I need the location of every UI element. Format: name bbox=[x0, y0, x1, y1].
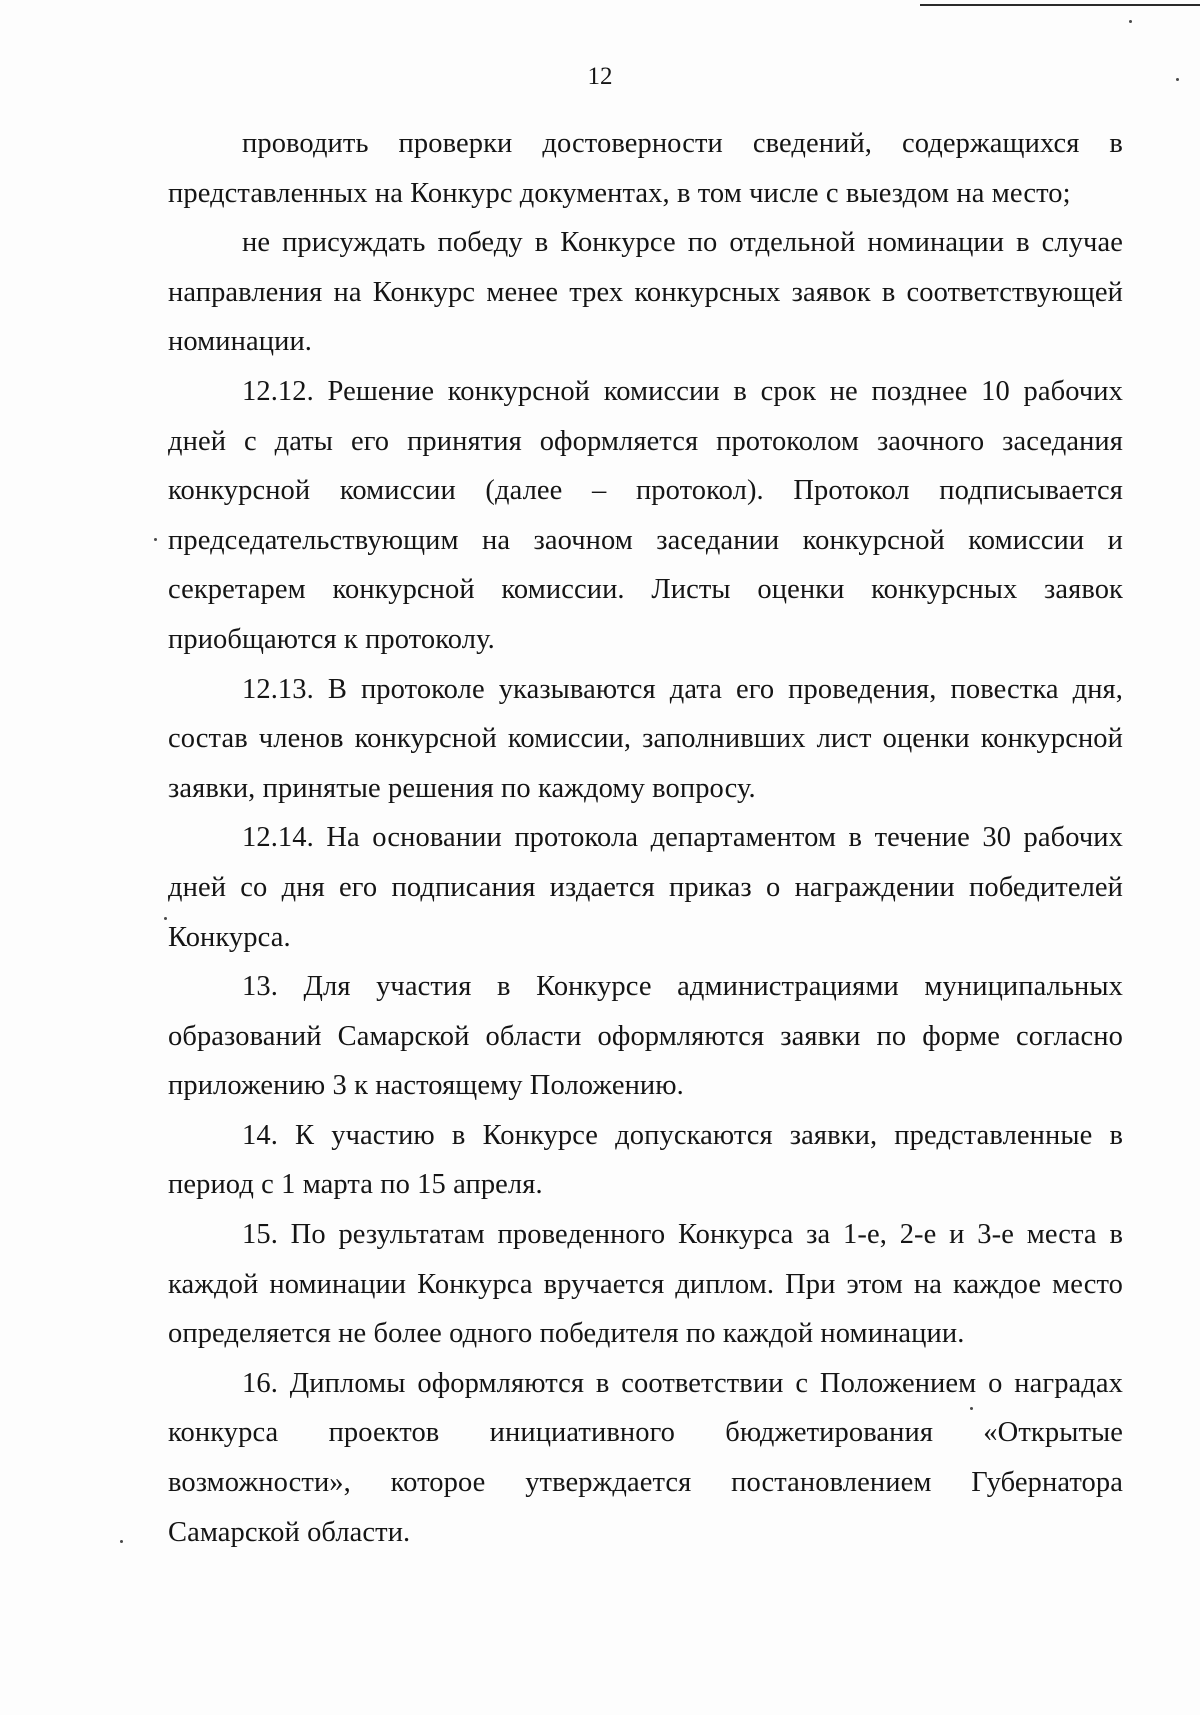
page-number: 12 bbox=[587, 63, 613, 90]
paragraph-12-14: 12.14. На основании протокола департаментом в течение 30 рабочих дней со дня его подписания издается приказ о награждении победителей Конкурса. bbox=[168, 822, 1123, 953]
scan-speck bbox=[154, 538, 157, 541]
scan-speck bbox=[164, 917, 167, 920]
paragraph-12-12: 12.12. Решение конкурсной комиссии в срок не позднее 10 рабочих дней с даты его принятия оформляется протоколом заочного заседания конкурсной комиссии (далее – протокол). Протокол подписывается председательствующим на заочном заседании конкурсной комиссии и секретарем конкурсной комиссии. Листы оценки конкурсных заявок приобщаются к протоколу. bbox=[168, 375, 1123, 655]
scan-edge-line bbox=[920, 4, 1200, 6]
paragraph-verification-rights: проводить проверки достоверности сведений, содержащихся в представленных на Конкурс документах, в том числе с выездом на место; bbox=[168, 128, 1123, 209]
paragraph-13: 13. Для участия в Конкурсе администрациями муниципальных образований Самарской области оформляются заявки по форме согласно приложению 3 к настоящему Положению. bbox=[168, 971, 1123, 1102]
paragraph-15: 15. По результатам проведенного Конкурса за 1-е, 2-е и 3-е места в каждой номинации Конкурса вручается диплом. При этом на каждое место определяется не более одного победителя по каждой номинации. bbox=[168, 1219, 1123, 1350]
scan-speck bbox=[1176, 78, 1179, 81]
paragraph-no-award-rule: не присуждать победу в Конкурсе по отдельной номинации в случае направления на Конкурс менее трех конкурсных заявок в соответствующей номинации. bbox=[168, 227, 1123, 358]
scan-speck bbox=[970, 1407, 973, 1410]
document-body bbox=[168, 119, 1123, 1557]
scan-speck bbox=[1129, 20, 1132, 23]
paragraph-16: 16. Дипломы оформляются в соответствии с Положением о наградах конкурса проектов инициативного бюджетирования «Открытые возможности», которое утверждается постановлением Губернатора Самарской области. bbox=[168, 1367, 1123, 1548]
scan-speck bbox=[120, 1540, 123, 1543]
paragraph-14: 14. К участию в Конкурсе допускаются заявки, представленные в период с 1 марта по 15 апреля. bbox=[168, 1119, 1123, 1201]
paragraph-12-13: 12.13. В протоколе указываются дата его проведения, повестка дня, состав членов конкурсной комиссии, заполнивших лист оценки конкурсной заявки, принятые решения по каждому вопросу. bbox=[168, 673, 1123, 804]
